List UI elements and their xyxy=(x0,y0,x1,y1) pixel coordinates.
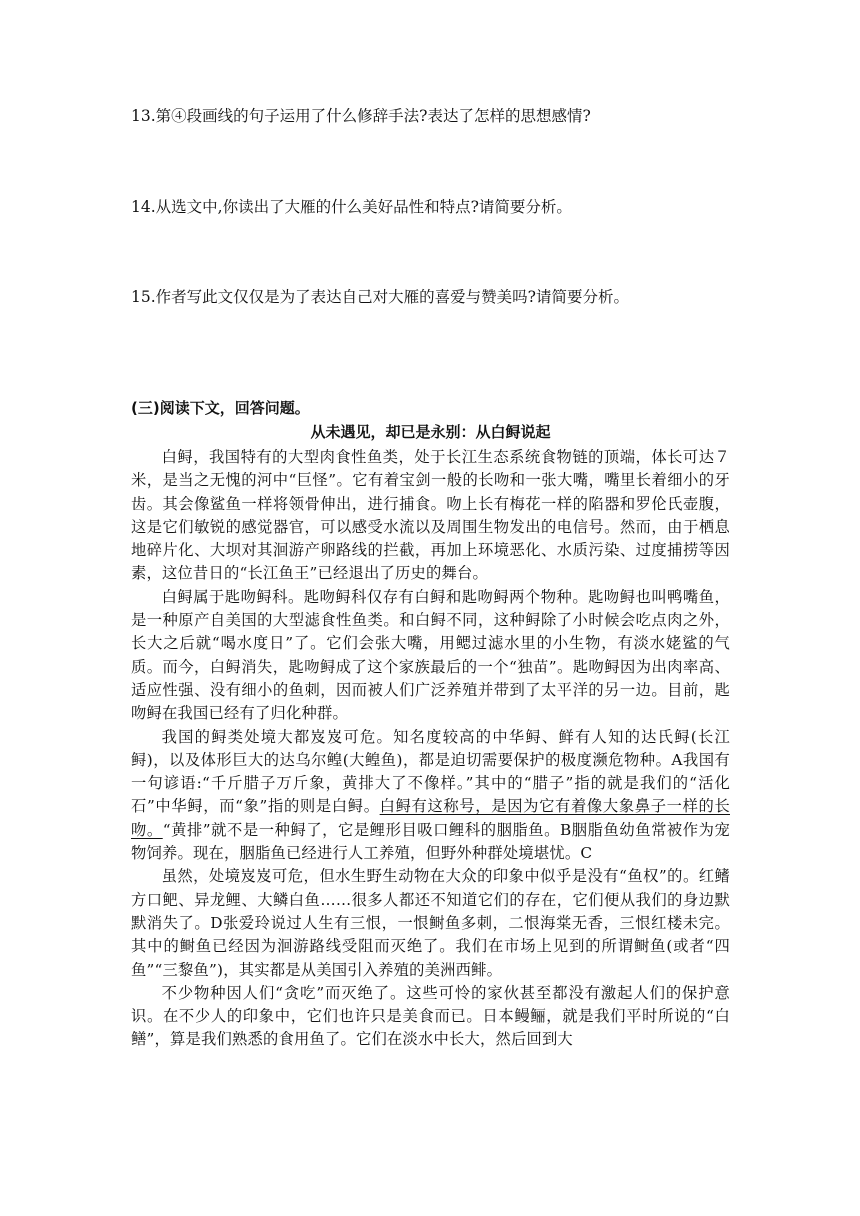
article-title: 从未遇见，却已是永别：从白鲟说起 xyxy=(310,423,551,441)
article-body xyxy=(131,446,730,1052)
paragraph-3-part-b: “黄排”就不是一种鲟了，它是鲤形目吸口鲤科的胭脂鱼。B胭脂鱼幼鱼常被作为宠物饲养。现在，胭脂鱼已经进行人工养殖，但野外种群处境堪忧。C xyxy=(131,820,730,863)
underlined-sentence: 白鲟有这称号，是因为它有着像大象鼻子一样的长吻。 xyxy=(131,797,730,839)
paragraph-4: 虽然，处境岌岌可危，但水生野生动物在大众的印象中似乎是没有“鱼权”的。红鳍方口鲃、异龙鲤、大鳞白鱼……很多人都还不知道它们的存在，它们便从我们的身边默默消失了。D张爱玲说过人生有三恨，一恨鲥鱼多刺，二恨海棠无香，三恨红楼未完。其中的鲥鱼已经因为洄游路线受阻而灭绝了。我们在市场上见到的所谓鲥鱼(或者“四鱼”“三黎鱼”)，其实都是从美国引入养殖的美洲西鲱。 xyxy=(131,867,730,979)
paragraph-3 xyxy=(131,726,730,866)
question-15: 15.作者写此文仅仅是为了表达自己对大雁的喜爱与赞美吗?请简要分析。 xyxy=(131,288,629,306)
paragraph-3-part-a: 我国的鲟类处境大都岌岌可危。知名度较高的中华鲟、鲜有人知的达氏鲟(长江鲟)，以及体形巨大的达乌尔鳇(大鳇鱼)，都是迫切需要保护的极度濒危物种。A我国有一句谚语:“千斤腊子万斤象，黄排大了不像样。”其中的“腊子”指的就是我们的“活化石”中华鲟，而“象”指的则是白鲟。 xyxy=(131,727,730,816)
paragraph-5: 不少物种因人们“贪吃”而灭绝了。这些可怜的家伙甚至都没有激起人们的保护意识。在不少人的印象中，它们也许只是美食而已。日本鳗鲡，就是我们平时所说的“白鳝”，算是我们熟悉的食用鱼了。它们在淡水中长大，然后回到大 xyxy=(131,983,730,1049)
section-heading: (三)阅读下文，回答问题。 xyxy=(131,399,310,417)
paragraph-1: 白鲟，我国特有的大型肉食性鱼类，处于长江生态系统食物链的顶端，体长可达７米，是当之无愧的河中“巨怪”。它有着宝剑一般的长吻和一张大嘴，嘴里长着细小的牙齿。其会像鲨鱼一样将领骨伸出，进行捕食。吻上长有梅花一样的陷器和罗伦氏壶腹，这是它们敏锐的感觉器官，可以感受水流以及周围生物发出的电信号。然而，由于栖息地碎片化、大坝对其洄游产卵路线的拦截，再加上环境恶化、水质污染、过度捕捞等因素，这位昔日的“长江鱼王”已经退出了历史的舞台。 xyxy=(131,448,730,583)
question-14: 14.从选文中,你读出了大雁的什么美好品性和特点?请简要分析。 xyxy=(131,198,572,216)
question-13: 13.第④段画线的句子运用了什么修辞手法?表达了怎样的思想感情? xyxy=(131,107,591,125)
paragraph-2: 白鲟属于匙吻鲟科。匙吻鲟科仅存有白鲟和匙吻鲟两个物种。匙吻鲟也叫鸭嘴鱼，是一种原产自美国的大型滤食性鱼类。和白鲟不同，这种鲟除了小时候会吃点肉之外，长大之后就“喝水度日”了。它们会张大嘴，用鳃过滤水里的小生物，有淡水姥鲨的气质。而今，白鲟消失，匙吻鲟成了这个家族最后的一个“独苗”。匙吻鲟因为出肉率高、适应性强、没有细小的鱼刺，因而被人们广泛养殖并带到了太平洋的另一边。目前，匙吻鲟在我国已经有了归化种群。 xyxy=(131,587,730,723)
